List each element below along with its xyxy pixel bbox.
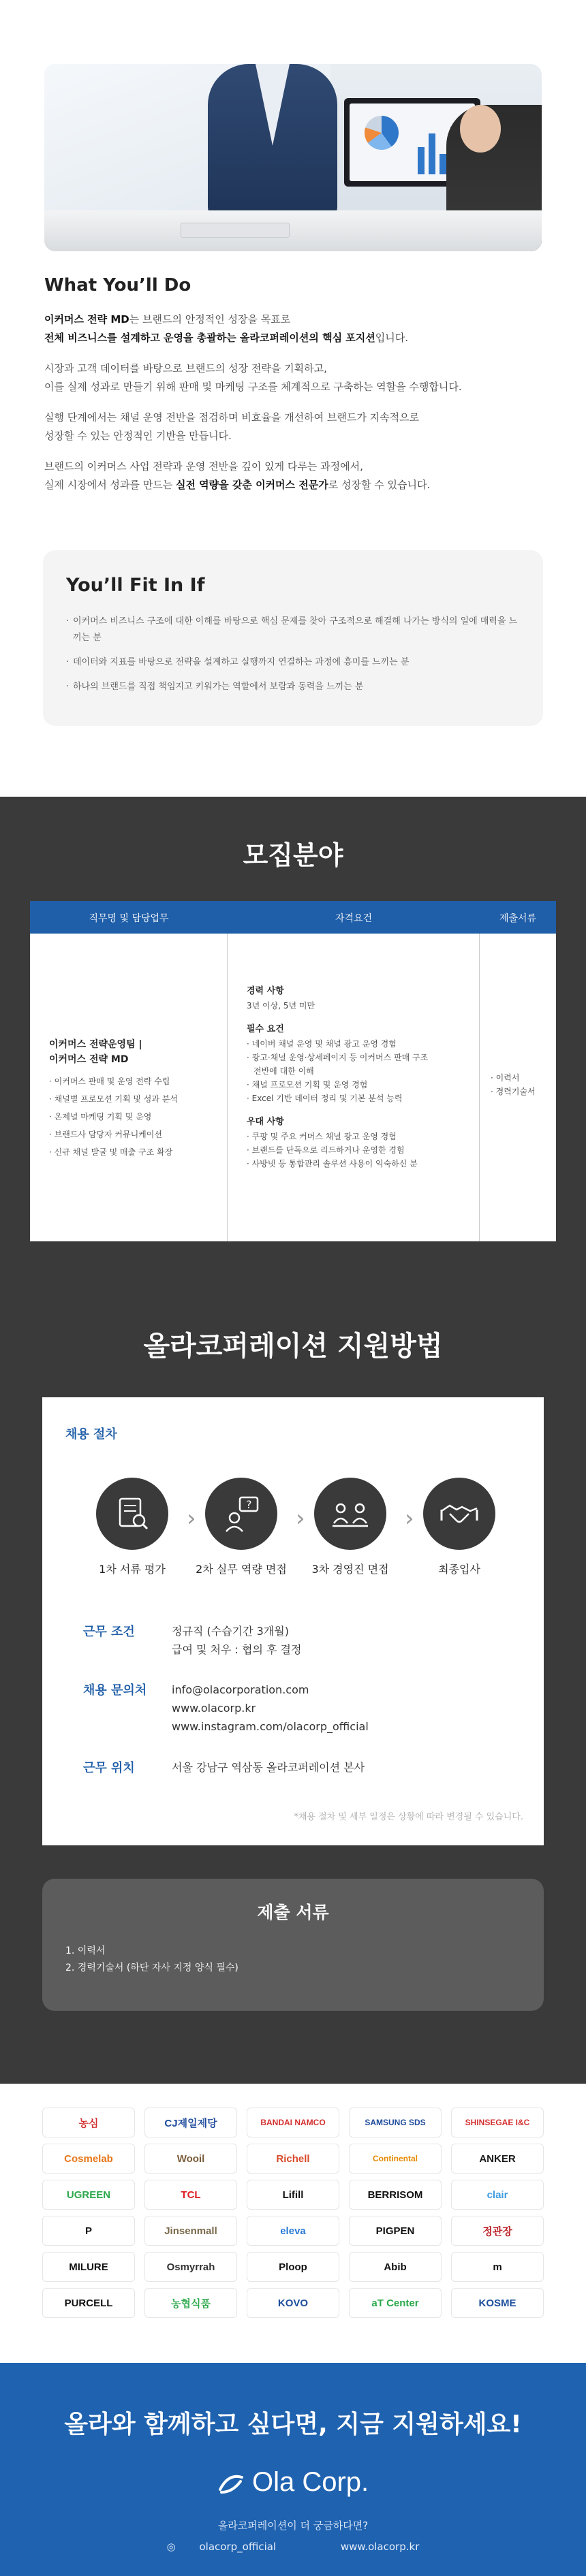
instagram-link[interactable]: ◎ olacorp_official (166, 2541, 277, 2553)
client-logo: Cosmelab (42, 2144, 135, 2174)
client-logo: Abib (349, 2252, 442, 2282)
document-item: · 경력기술서 (491, 1087, 536, 1096)
required-item: · Excel 기반 데이터 정리 및 기본 분석 능력 (247, 1094, 403, 1103)
client-logo: clair (451, 2180, 544, 2210)
client-logo: Richell (247, 2144, 339, 2174)
required-item: 전반에 대한 이해 (253, 1066, 314, 1076)
document-review-icon (112, 1493, 153, 1534)
documents-column (480, 934, 556, 1241)
submit-title: 제출 서류 (257, 1903, 329, 1922)
fit-box (43, 550, 543, 726)
footer-links (0, 2541, 586, 2553)
client-logo: SHINSEGAE I&C (451, 2108, 544, 2137)
submit-box (42, 1879, 544, 2011)
document-item: · 이력서 (491, 1073, 520, 1083)
preferred-item: · 브랜드를 단독으로 리드하거나 운영한 경험 (247, 1145, 405, 1155)
client-logo: MILURE (42, 2252, 135, 2282)
work-label: 근무 조건 (83, 1625, 135, 1639)
required-item: · 광고·채널 운영·상세페이지 등 이커머스 판매 구조 (247, 1053, 429, 1062)
header-job: 직무명 및 담당업무 (89, 913, 169, 924)
contact-email-link[interactable]: info@olacorporation.com (172, 1683, 309, 1696)
footer-headline: 올라와 함께하고 싶다면, 지금 지원하세요! (64, 2411, 522, 2438)
client-logo: TCL (144, 2180, 237, 2210)
required-item: · 채널 프로모션 기획 및 운영 경험 (247, 1080, 368, 1090)
duty-item: · 온제널 마케팅 기획 및 운영 (49, 1112, 152, 1122)
ola-corp-logo: Ola Corp. (0, 2467, 586, 2498)
submit-item: 2. 경력기술서 (하단 자사 지정 양식 필수) (65, 1962, 238, 1973)
step-document (84, 1478, 180, 1576)
client-logo: Osmyrrah (144, 2252, 237, 2282)
footer-question: 올라코퍼레이션이 더 궁금하다면? (217, 2519, 369, 2532)
client-logo: aT Center (349, 2288, 442, 2318)
client-logo: PIGPEN (349, 2216, 442, 2246)
client-logo: SAMSUNG SDS (349, 2108, 442, 2137)
intro-paragraph-4: 브랜드의 이커머스 사업 전략과 운영 전반을 깊이 있게 다루는 과정에서, 실제 시장에서 성과를 만드는 실전 역량을 갖춘 이커머스 전문가로 성장할 수 있습니다. (44, 460, 431, 491)
hero-photo (44, 64, 542, 251)
apply-title: 올라코퍼레이션 지원방법 (143, 1331, 443, 1362)
process-steps (84, 1478, 507, 1587)
step-label: 1차 서류 평가 (99, 1563, 166, 1576)
header-documents: 제출서류 (499, 913, 537, 924)
required-item: · 네이버 채널 운영 및 채널 광고 운영 경험 (247, 1039, 397, 1049)
client-logo: BANDAI NAMCO (247, 2108, 339, 2137)
duty-item: · 브랜드사 담당자 커뮤니케이션 (49, 1130, 162, 1139)
recruit-table (30, 901, 556, 1241)
client-logo: Ploop (247, 2252, 339, 2282)
job-title: 이커머스 전략 MD (49, 1054, 129, 1065)
client-logo: UGREEN (42, 2180, 135, 2210)
fit-item: · 하나의 브랜드를 직접 책임지고 키워가는 역할에서 보람과 동력을 느끼는 분 (66, 679, 520, 695)
client-logo: CJ제일제당 (144, 2108, 237, 2137)
intro-paragraph-1: 이커머스 전략 MD는 브랜드의 안정적인 성장을 목표로 전체 비즈니스를 설계하고 운영을 총괄하는 올라코퍼레이션의 핵심 포지션입니다. (44, 313, 408, 344)
client-logo: 정관장 (451, 2216, 544, 2246)
footer-cta (0, 2363, 586, 2576)
job-column (30, 934, 228, 1241)
contact-value (172, 1681, 512, 1736)
client-logo: BERRISOM (349, 2180, 442, 2210)
client-logo: Continental (349, 2144, 442, 2174)
fit-title: You’ll Fit In If (66, 575, 205, 596)
submit-item: 1. 이력서 (65, 1945, 106, 1956)
schedule-note: *채용 절차 및 세부 일정은 상황에 따라 변경될 수 있습니다. (294, 1812, 523, 1822)
intro-paragraph-2: 시장과 고객 데이터를 바탕으로 브랜드의 성장 전략을 기획하고, 이를 실제 성과로 만들기 위해 판매 및 마케팅 구조를 체계적으로 구축하는 역할을 수행합니다. (44, 362, 462, 393)
job-team: 이커머스 전략운영팀 | (49, 1039, 142, 1050)
step-practical-interview (194, 1478, 289, 1576)
recruit-section (0, 797, 586, 2084)
duty-item: · 이커머스 판매 및 운영 전략 수립 (49, 1077, 170, 1086)
preferred-item: · 사방넷 등 통합관리 솔루션 사용이 익숙하신 분 (247, 1159, 418, 1168)
client-logo: PURCELL (42, 2288, 135, 2318)
table-header (30, 901, 556, 934)
intro-paragraph-3: 실행 단계에서는 채널 운영 전반을 점검하며 비효율을 개선하여 브랜드가 지속적으로 성장할 수 있는 안정적인 기반을 만듭니다. (44, 411, 420, 442)
step-label: 2차 실무 역량 면접 (196, 1563, 287, 1576)
client-logo: P (42, 2216, 135, 2246)
header-qualifications: 자격요건 (335, 913, 373, 924)
fit-item: · 데이터와 지표를 바탕으로 전략을 설계하고 실행까지 연결하는 과정에 흥미를 느끼는 분 (66, 654, 520, 671)
client-logo: KOSME (451, 2288, 544, 2318)
client-logo: m (451, 2252, 544, 2282)
step-label: 최종입사 (438, 1563, 480, 1576)
interview-question-icon (221, 1493, 262, 1534)
required-heading: 필수 요건 (247, 1024, 284, 1034)
chevron-right-icon: › (187, 1505, 196, 1532)
experience-heading: 경력 사항 (247, 986, 284, 996)
client-logo: eleva (247, 2216, 339, 2246)
website-link[interactable]: www.olacorp.kr (340, 2541, 420, 2553)
client-logos (42, 2108, 544, 2325)
location-label: 근무 위치 (83, 1761, 135, 1775)
contact-instagram-link[interactable]: www.instagram.com/olacorp_official (172, 1720, 369, 1733)
experience-value: 3년 이상, 5년 미만 (247, 1001, 315, 1011)
location-value: 서울 강남구 역삼동 올라코퍼레이션 본사 (172, 1761, 365, 1774)
client-logo: Wooil (144, 2144, 237, 2174)
handshake-icon (439, 1493, 480, 1534)
step-final (412, 1478, 507, 1576)
contact-label: 채용 문의처 (83, 1683, 147, 1698)
ola-logo-icon (217, 2472, 245, 2495)
process-label: 채용 절차 (65, 1427, 117, 1442)
step-label: 3차 경영진 면접 (311, 1563, 389, 1576)
qualification-column (228, 934, 480, 1241)
what-youll-do-title: What You’ll Do (44, 275, 191, 296)
step-executive-interview (303, 1478, 398, 1576)
client-logo: ANKER (451, 2144, 544, 2174)
duty-item: · 채널별 프로모션 기획 및 성과 분석 (49, 1094, 178, 1104)
contact-site-link[interactable]: www.olacorp.kr (172, 1702, 256, 1715)
chevron-right-icon: › (296, 1505, 305, 1532)
meeting-icon (330, 1493, 371, 1534)
recruit-title: 모집분야 (243, 840, 343, 870)
preferred-heading: 우대 사항 (247, 1117, 284, 1127)
svg-text:?: ? (246, 1498, 252, 1511)
client-logo: Lifill (247, 2180, 339, 2210)
client-logo: 농협식품 (144, 2288, 237, 2318)
work-value: 정규직 (수습기간 3개월) 급여 및 처우 : 협의 후 결정 (172, 1625, 302, 1656)
preferred-item: · 쿠팡 및 주요 커머스 채널 광고 운영 경험 (247, 1132, 397, 1141)
duty-item: · 신규 채널 발굴 및 매출 구조 확장 (49, 1147, 173, 1157)
fit-item: · 이커머스 비즈니스 구조에 대한 이해를 바탕으로 핵심 문제를 찾아 구조적으로 해결해 나가는 방식의 일에 매력을 느끼는 분 (66, 614, 520, 646)
apply-box (42, 1397, 544, 1845)
chevron-right-icon: › (405, 1505, 414, 1532)
client-logo: 농심 (42, 2108, 135, 2137)
client-logo: KOVO (247, 2288, 339, 2318)
client-logo: Jinsenmall (144, 2216, 237, 2246)
